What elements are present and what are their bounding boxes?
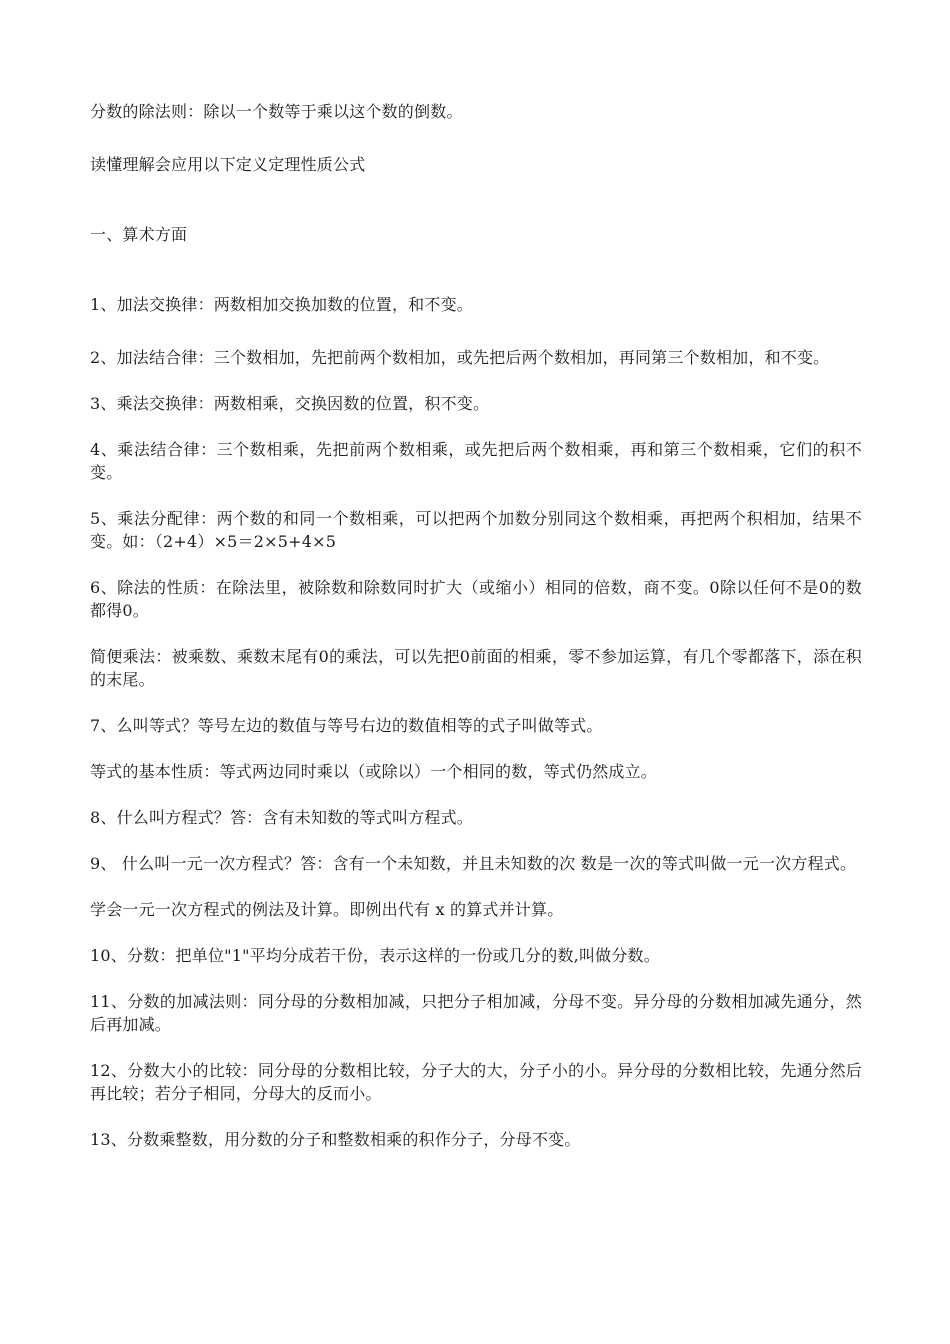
paragraph-linear-equation-practice: 学会一元一次方程式的例法及计算。即例出代有 x 的算式并计算。 [90, 900, 564, 919]
paragraph-item-6: 6、除法的性质：在除法里，被除数和除数同时扩大（或缩小）相同的倍数，商不变。0除以任何不是0的数都得0。 [90, 578, 862, 620]
paragraph-item-4: 4、乘法结合律：三个数相乘，先把前两个数相乘，或先把后两个数相乘，再和第三个数相乘，它们的积不变。 [90, 440, 862, 482]
paragraph-item-7: 7、么叫等式？等号左边的数值与等号右边的数值相等的式子叫做等式。 [90, 716, 603, 735]
paragraph-intro: 读懂理解会应用以下定义定理性质公式 [90, 155, 366, 174]
section-heading-arithmetic: 一、算术方面 [90, 225, 188, 244]
paragraph-item-8: 8、什么叫方程式？答：含有未知数的等式叫方程式。 [90, 808, 473, 827]
paragraph-item-11: 11、分数的加减法则：同分母的分数相加减，只把分子相加减，分母不变。异分母的分数相加减先通分，然后再加减。 [90, 992, 862, 1034]
paragraph-item-9: 9、 什么叫一元一次方程式？答：含有一个未知数，并且未知数的次 数是一次的等式叫做一元一次方程式。 [90, 854, 857, 873]
document-page [90, 100, 862, 1151]
paragraph-division-rule: 分数的除法则：除以一个数等于乘以这个数的倒数。 [90, 102, 463, 121]
paragraph-item-1: 1、加法交换律：两数相加交换加数的位置，和不变。 [90, 295, 473, 314]
paragraph-item-12: 12、分数大小的比较：同分母的分数相比较，分子大的大，分子小的小。异分母的分数相比较，先通分然后再比较；若分子相同，分母大的反而小。 [90, 1061, 862, 1103]
paragraph-item-10: 10、分数：把单位"1"平均分成若干份，表示这样的一份或几分的数,叫做分数。 [90, 946, 660, 965]
paragraph-simple-multiplication: 简便乘法：被乘数、乘数末尾有0的乘法，可以先把0前面的相乘，零不参加运算，有几个零都落下，添在积的末尾。 [90, 647, 862, 689]
paragraph-item-2: 2、加法结合律：三个数相加，先把前两个数相加，或先把后两个数相加，再同第三个数相加，和不变。 [90, 348, 830, 367]
paragraph-item-5: 5、乘法分配律：两个数的和同一个数相乘，可以把两个加数分别同这个数相乘，再把两个积相加，结果不变。如：（2+4）×5＝2×5+4×5 [90, 509, 862, 551]
paragraph-equation-property: 等式的基本性质：等式两边同时乘以（或除以）一个相同的数，等式仍然成立。 [90, 762, 658, 781]
paragraph-item-3: 3、乘法交换律：两数相乘，交换因数的位置，积不变。 [90, 394, 490, 413]
paragraph-item-13: 13、分数乘整数，用分数的分子和整数相乘的积作分子，分母不变。 [90, 1130, 581, 1149]
